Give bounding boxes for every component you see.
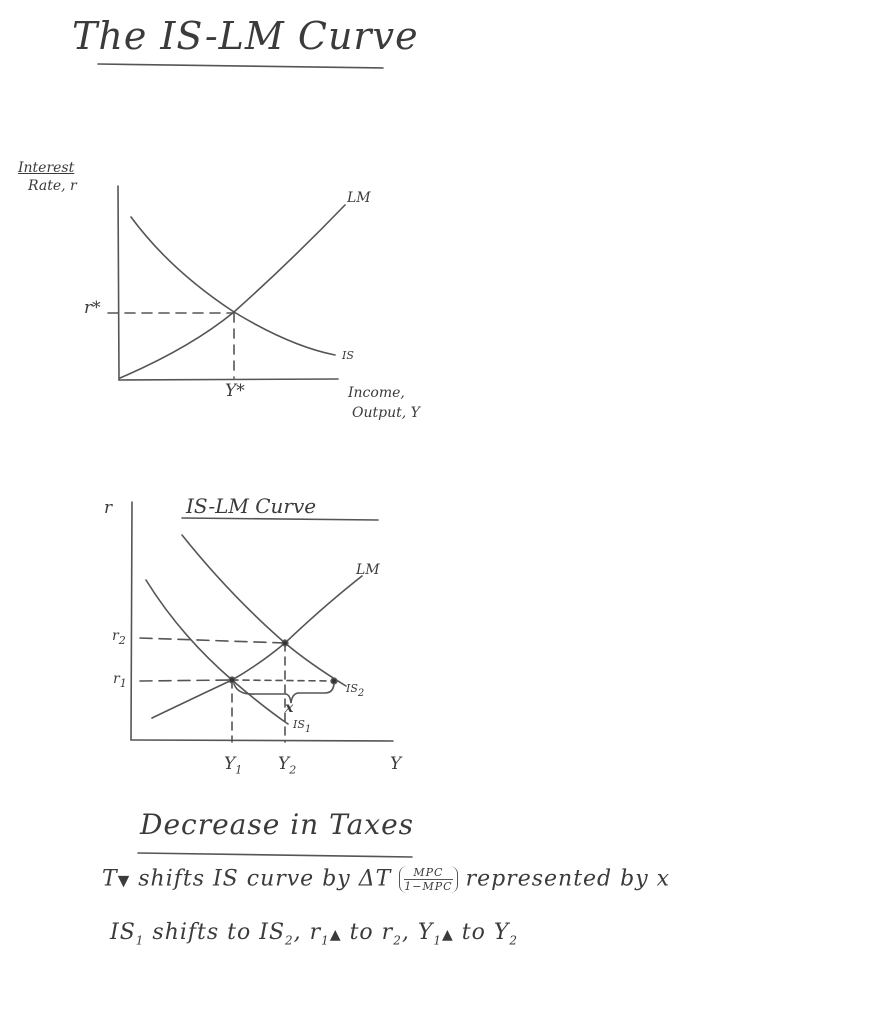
d1-is-label: IS [342, 349, 354, 362]
d2-y2-label: $Y_2$ [278, 754, 297, 777]
d1-r-star-label: r* [84, 298, 101, 318]
title-underline [98, 64, 383, 68]
notes-line-1: T▼ shifts IS curve by ΔT MPC 1−MPC represented by x [102, 866, 671, 893]
up-arrow-icon: ▲ [442, 927, 454, 943]
up-arrow-icon: ▲ [329, 927, 342, 943]
d1-y-axis-label-line1: Interest [18, 160, 75, 176]
d2-shift-brace [234, 684, 334, 703]
d1-y-star-label: Y* [225, 381, 245, 401]
d2-y-axis [131, 502, 132, 740]
subheading: Decrease in Taxes [140, 808, 415, 841]
d1-is-curve [131, 217, 335, 355]
d2-y1-label: $Y_1$ [224, 754, 243, 777]
d2-is2-r1-dot [331, 678, 337, 684]
d2-is2-label: $IS_2$ [346, 682, 365, 699]
d2-equilibrium-2-dot [282, 640, 288, 646]
page-title: The IS-LM Curve [72, 14, 419, 58]
d2-r2-guide [140, 638, 285, 643]
mpc-fraction: MPC 1−MPC [399, 866, 457, 893]
d2-r1-guide [140, 680, 232, 681]
d1-x-axis [119, 379, 338, 380]
d2-x-axis-label: Y [390, 754, 402, 774]
d2-is1-curve [146, 580, 288, 724]
d2-title-underline [182, 518, 378, 520]
d2-r1-label: $r_1$ [113, 671, 127, 690]
d2-shift-marker: x [285, 700, 294, 716]
d1-x-axis-label-line2: Output, Y [352, 405, 420, 421]
subheading-underline [138, 853, 412, 857]
d1-x-axis-label-line1: Income, [348, 385, 405, 401]
d2-lm-label: LM [356, 562, 380, 578]
d2-equilibrium-1-dot [229, 677, 235, 683]
notes-line-2: $IS_1$ shifts to $IS_2$, $r_1▲$ to $r_2$, $Y_1▲$ to $Y_2$ [110, 920, 519, 948]
d2-x-axis [131, 740, 393, 741]
d1-y-axis [118, 186, 119, 380]
d1-lm-label: LM [347, 190, 371, 206]
d2-lm-curve [152, 576, 365, 718]
d2-is1-label: $IS_1$ [293, 718, 312, 735]
d2-r1-extension [232, 680, 335, 681]
down-arrow-icon: ▼ [117, 871, 131, 890]
d1-y-axis-label-line2: Rate, r [28, 178, 77, 194]
d1-lm-curve [120, 205, 345, 378]
d2-y-axis-label: r [104, 498, 113, 518]
d2-title: IS-LM Curve [186, 494, 317, 518]
d2-r2-label: $r_2$ [112, 628, 126, 647]
